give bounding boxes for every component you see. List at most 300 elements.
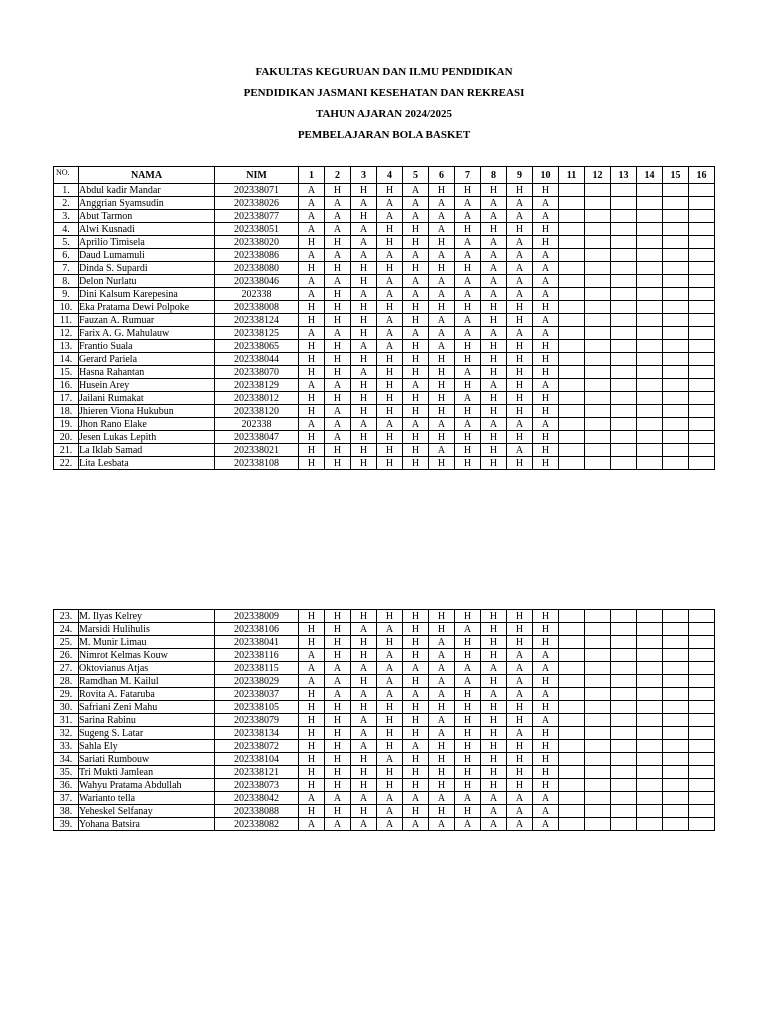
attendance-cell [611, 366, 637, 379]
attendance-cell [611, 805, 637, 818]
attendance-cell [611, 197, 637, 210]
attendance-cell: A [403, 210, 429, 223]
student-name: Yeheskel Selfanay [79, 805, 215, 818]
attendance-cell: A [455, 366, 481, 379]
course-title: PEMBELAJARAN BOLA BASKET [297, 129, 471, 141]
attendance-cell [559, 275, 585, 288]
attendance-cell: A [507, 818, 533, 831]
attendance-cell: A [325, 662, 351, 675]
col-header-meeting: 6 [429, 167, 455, 184]
row-number: 38. [54, 805, 79, 818]
attendance-cell [611, 301, 637, 314]
attendance-cell: A [403, 818, 429, 831]
attendance-cell: H [481, 340, 507, 353]
student-nim: 202338009 [215, 610, 299, 623]
row-number: 29. [54, 688, 79, 701]
attendance-cell [637, 636, 663, 649]
table-row [54, 366, 715, 379]
attendance-cell: H [481, 636, 507, 649]
attendance-cell [663, 444, 689, 457]
attendance-cell: H [429, 740, 455, 753]
attendance-cell: H [481, 431, 507, 444]
attendance-cell: H [325, 392, 351, 405]
attendance-cell: H [403, 766, 429, 779]
attendance-cell [585, 340, 611, 353]
attendance-cell: A [429, 675, 455, 688]
attendance-cell: H [351, 353, 377, 366]
attendance-cell: H [429, 301, 455, 314]
attendance-cell: H [481, 701, 507, 714]
attendance-cell [559, 405, 585, 418]
attendance-cell: A [429, 792, 455, 805]
attendance-cell [637, 405, 663, 418]
attendance-cell: H [403, 623, 429, 636]
attendance-cell: A [507, 249, 533, 262]
student-nim: 202338021 [215, 444, 299, 457]
col-header-meeting: 2 [325, 167, 351, 184]
attendance-cell [689, 223, 715, 236]
attendance-cell: H [351, 805, 377, 818]
attendance-cell [611, 636, 637, 649]
attendance-cell: H [455, 688, 481, 701]
attendance-cell: H [481, 649, 507, 662]
student-nim: 202338 [215, 288, 299, 301]
row-number: 14. [54, 353, 79, 366]
table-row [54, 327, 715, 340]
attendance-cell [611, 184, 637, 197]
attendance-cell: A [377, 818, 403, 831]
attendance-cell: H [429, 753, 455, 766]
attendance-cell: A [299, 662, 325, 675]
row-number: 35. [54, 766, 79, 779]
attendance-cell [689, 740, 715, 753]
attendance-cell [663, 197, 689, 210]
attendance-cell [559, 249, 585, 262]
student-name: Husein Arey [79, 379, 215, 392]
attendance-cell [689, 457, 715, 470]
attendance-cell: A [299, 379, 325, 392]
attendance-cell [585, 610, 611, 623]
attendance-cell [637, 714, 663, 727]
attendance-cell: A [299, 818, 325, 831]
attendance-cell: H [533, 636, 559, 649]
attendance-cell [559, 727, 585, 740]
table-row [54, 353, 715, 366]
attendance-cell: H [299, 366, 325, 379]
attendance-cell: H [299, 353, 325, 366]
attendance-cell: H [325, 636, 351, 649]
attendance-cell: A [507, 236, 533, 249]
student-nim: 202338041 [215, 636, 299, 649]
attendance-cell: H [325, 301, 351, 314]
attendance-cell: A [377, 210, 403, 223]
attendance-cell [689, 688, 715, 701]
attendance-cell [689, 327, 715, 340]
attendance-cell [663, 662, 689, 675]
attendance-cell: A [325, 379, 351, 392]
student-name: Frantio Suala [79, 340, 215, 353]
attendance-cell: H [533, 236, 559, 249]
attendance-cell: H [351, 184, 377, 197]
attendance-cell: H [455, 740, 481, 753]
attendance-cell: H [325, 366, 351, 379]
table-row [54, 818, 715, 831]
row-number: 10. [54, 301, 79, 314]
col-header-meeting: 1 [299, 167, 325, 184]
attendance-cell: H [481, 623, 507, 636]
attendance-cell [559, 431, 585, 444]
attendance-cell [689, 379, 715, 392]
attendance-cell: H [403, 714, 429, 727]
student-name: M. Ilyas Kelrey [79, 610, 215, 623]
attendance-cell [585, 444, 611, 457]
attendance-cell: H [351, 779, 377, 792]
attendance-cell [559, 636, 585, 649]
attendance-cell: A [403, 275, 429, 288]
attendance-cell: A [455, 675, 481, 688]
attendance-cell: H [299, 753, 325, 766]
student-name: Aprilio Timisela [79, 236, 215, 249]
attendance-cell: H [351, 262, 377, 275]
attendance-cell [611, 444, 637, 457]
row-number: 28. [54, 675, 79, 688]
attendance-cell: H [507, 714, 533, 727]
attendance-cell: A [403, 327, 429, 340]
attendance-cell [689, 701, 715, 714]
attendance-cell: H [403, 353, 429, 366]
table-row [54, 740, 715, 753]
student-name: Sahla Ely [79, 740, 215, 753]
student-nim: 202338071 [215, 184, 299, 197]
attendance-cell: H [429, 766, 455, 779]
attendance-cell: H [533, 623, 559, 636]
attendance-cell: H [351, 392, 377, 405]
attendance-cell: A [481, 249, 507, 262]
table-row [54, 418, 715, 431]
attendance-cell [585, 805, 611, 818]
row-number: 21. [54, 444, 79, 457]
attendance-cell: H [377, 236, 403, 249]
student-name: Daud Lumamuli [79, 249, 215, 262]
table-row [54, 727, 715, 740]
student-name: Marsidi Hulihulis [79, 623, 215, 636]
attendance-cell: H [429, 392, 455, 405]
attendance-cell: H [507, 701, 533, 714]
student-nim: 202338134 [215, 727, 299, 740]
attendance-cell: H [455, 405, 481, 418]
attendance-cell: A [533, 792, 559, 805]
student-nim: 202338029 [215, 675, 299, 688]
attendance-cell: H [351, 753, 377, 766]
attendance-cell: H [299, 340, 325, 353]
student-name: Anggrian Syamsudin [79, 197, 215, 210]
attendance-cell: H [455, 457, 481, 470]
attendance-cell [559, 366, 585, 379]
student-nim: 202338072 [215, 740, 299, 753]
attendance-cell: A [429, 688, 455, 701]
attendance-cell [663, 314, 689, 327]
attendance-cell [611, 457, 637, 470]
attendance-cell [663, 340, 689, 353]
attendance-cell [637, 623, 663, 636]
attendance-table-page2 [53, 609, 715, 831]
attendance-cell: A [481, 236, 507, 249]
attendance-cell: H [325, 288, 351, 301]
attendance-cell [637, 766, 663, 779]
attendance-cell: A [507, 662, 533, 675]
attendance-cell: A [299, 649, 325, 662]
attendance-cell: H [377, 431, 403, 444]
attendance-cell: A [377, 623, 403, 636]
attendance-cell [663, 636, 689, 649]
student-name: Delon Nurlatu [79, 275, 215, 288]
attendance-cell: A [429, 197, 455, 210]
student-nim: 202338104 [215, 753, 299, 766]
attendance-cell: A [351, 197, 377, 210]
attendance-cell: A [429, 649, 455, 662]
attendance-cell: H [299, 405, 325, 418]
attendance-cell [585, 662, 611, 675]
attendance-cell [611, 649, 637, 662]
attendance-cell [611, 314, 637, 327]
attendance-cell: H [455, 184, 481, 197]
attendance-cell: A [351, 223, 377, 236]
attendance-cell [637, 340, 663, 353]
attendance-cell: A [403, 288, 429, 301]
attendance-cell [663, 457, 689, 470]
row-number: 24. [54, 623, 79, 636]
attendance-cell: A [351, 727, 377, 740]
attendance-cell [637, 197, 663, 210]
attendance-cell [663, 431, 689, 444]
student-name: Jesen Lukas Lepith [79, 431, 215, 444]
row-number: 11. [54, 314, 79, 327]
attendance-cell: H [403, 805, 429, 818]
student-name: Jhon Rano Elake [79, 418, 215, 431]
attendance-cell: H [299, 688, 325, 701]
attendance-cell: H [481, 444, 507, 457]
attendance-cell: A [351, 366, 377, 379]
attendance-cell: A [455, 197, 481, 210]
attendance-cell: H [507, 314, 533, 327]
attendance-cell: H [507, 740, 533, 753]
attendance-cell [585, 753, 611, 766]
attendance-cell [637, 779, 663, 792]
col-header-nim: NIM [215, 167, 299, 184]
attendance-cell: A [533, 288, 559, 301]
row-number: 31. [54, 714, 79, 727]
attendance-table-page1 [53, 166, 715, 470]
attendance-cell: H [481, 740, 507, 753]
col-header-meeting: 4 [377, 167, 403, 184]
col-header-meeting: 15 [663, 167, 689, 184]
attendance-cell [611, 223, 637, 236]
attendance-cell: H [403, 636, 429, 649]
attendance-cell: A [299, 197, 325, 210]
col-header-meeting: 12 [585, 167, 611, 184]
attendance-cell: A [377, 340, 403, 353]
attendance-cell [585, 353, 611, 366]
student-name: Oktovianus Atjas [79, 662, 215, 675]
attendance-cell: H [455, 701, 481, 714]
attendance-cell: A [325, 688, 351, 701]
attendance-cell: H [299, 457, 325, 470]
attendance-cell: A [507, 275, 533, 288]
attendance-cell: A [377, 275, 403, 288]
attendance-cell: A [325, 197, 351, 210]
attendance-cell: H [533, 431, 559, 444]
attendance-cell [663, 236, 689, 249]
col-header-meeting: 14 [637, 167, 663, 184]
student-nim: 202338044 [215, 353, 299, 366]
student-name: Sarina Rabinu [79, 714, 215, 727]
table-row [54, 649, 715, 662]
attendance-cell [637, 223, 663, 236]
attendance-cell: H [377, 301, 403, 314]
attendance-cell: A [481, 288, 507, 301]
attendance-cell [689, 727, 715, 740]
row-number: 12. [54, 327, 79, 340]
attendance-cell [559, 662, 585, 675]
attendance-cell [585, 314, 611, 327]
attendance-cell [559, 688, 585, 701]
attendance-cell: H [429, 431, 455, 444]
attendance-cell: H [481, 353, 507, 366]
attendance-cell: A [429, 249, 455, 262]
attendance-cell [611, 327, 637, 340]
attendance-cell [585, 301, 611, 314]
attendance-cell: A [403, 662, 429, 675]
attendance-cell: A [351, 818, 377, 831]
attendance-cell: H [325, 779, 351, 792]
attendance-cell [559, 197, 585, 210]
attendance-cell: A [429, 340, 455, 353]
attendance-cell: A [481, 210, 507, 223]
attendance-cell [689, 314, 715, 327]
attendance-cell: H [403, 457, 429, 470]
attendance-cell: A [455, 236, 481, 249]
attendance-cell: A [351, 249, 377, 262]
attendance-cell: H [299, 392, 325, 405]
attendance-cell: H [351, 379, 377, 392]
attendance-cell: H [455, 301, 481, 314]
row-number: 32. [54, 727, 79, 740]
row-number: 8. [54, 275, 79, 288]
student-name: Hasna Rahantan [79, 366, 215, 379]
attendance-cell: H [351, 649, 377, 662]
attendance-cell [585, 262, 611, 275]
attendance-cell [637, 675, 663, 688]
row-number: 36. [54, 779, 79, 792]
attendance-cell [559, 262, 585, 275]
attendance-cell: H [455, 714, 481, 727]
attendance-cell [663, 288, 689, 301]
attendance-cell [559, 805, 585, 818]
attendance-cell [559, 766, 585, 779]
attendance-cell: H [533, 392, 559, 405]
attendance-cell: H [455, 766, 481, 779]
attendance-cell: H [299, 805, 325, 818]
attendance-cell [559, 327, 585, 340]
attendance-cell [585, 288, 611, 301]
attendance-cell: H [455, 753, 481, 766]
student-nim: 202338108 [215, 457, 299, 470]
attendance-cell: H [429, 457, 455, 470]
student-nim: 202338073 [215, 779, 299, 792]
attendance-cell [637, 444, 663, 457]
attendance-cell: H [403, 301, 429, 314]
attendance-cell: H [325, 236, 351, 249]
attendance-cell: A [377, 753, 403, 766]
attendance-cell: H [377, 779, 403, 792]
attendance-cell [689, 805, 715, 818]
attendance-cell: H [455, 727, 481, 740]
attendance-cell: A [429, 727, 455, 740]
attendance-cell [559, 392, 585, 405]
student-name: Dini Kalsum Karepesina [79, 288, 215, 301]
attendance-cell: A [403, 184, 429, 197]
attendance-cell: H [533, 444, 559, 457]
attendance-cell: H [299, 766, 325, 779]
student-name: Gerard Pariela [79, 353, 215, 366]
attendance-cell: A [299, 792, 325, 805]
student-name: Lita Lesbata [79, 457, 215, 470]
attendance-cell: H [299, 236, 325, 249]
col-header-no: NO. [54, 167, 79, 184]
attendance-cell [585, 675, 611, 688]
attendance-cell [637, 379, 663, 392]
attendance-cell: H [377, 392, 403, 405]
col-header-meeting: 10 [533, 167, 559, 184]
attendance-cell: A [429, 288, 455, 301]
attendance-cell [637, 275, 663, 288]
attendance-cell: A [455, 327, 481, 340]
attendance-cell [611, 779, 637, 792]
attendance-cell: A [533, 210, 559, 223]
table-row [54, 610, 715, 623]
attendance-cell: H [507, 366, 533, 379]
attendance-cell: H [325, 340, 351, 353]
table-row [54, 392, 715, 405]
attendance-cell [663, 649, 689, 662]
attendance-cell: A [299, 223, 325, 236]
attendance-cell: A [455, 288, 481, 301]
attendance-cell [637, 818, 663, 831]
attendance-cell [585, 779, 611, 792]
attendance-cell: H [403, 236, 429, 249]
row-number: 39. [54, 818, 79, 831]
attendance-cell: A [351, 662, 377, 675]
attendance-cell [663, 792, 689, 805]
student-nim: 202338088 [215, 805, 299, 818]
student-nim: 202338065 [215, 340, 299, 353]
attendance-cell: A [429, 636, 455, 649]
student-nim: 202338042 [215, 792, 299, 805]
attendance-cell [585, 727, 611, 740]
student-nim: 202338012 [215, 392, 299, 405]
row-number: 20. [54, 431, 79, 444]
attendance-cell [637, 392, 663, 405]
attendance-cell: A [403, 418, 429, 431]
attendance-cell: H [455, 379, 481, 392]
attendance-cell: A [377, 418, 403, 431]
attendance-cell: A [533, 805, 559, 818]
attendance-cell [663, 623, 689, 636]
attendance-cell [611, 340, 637, 353]
attendance-cell: A [429, 662, 455, 675]
attendance-cell: A [533, 714, 559, 727]
attendance-cell: A [299, 675, 325, 688]
